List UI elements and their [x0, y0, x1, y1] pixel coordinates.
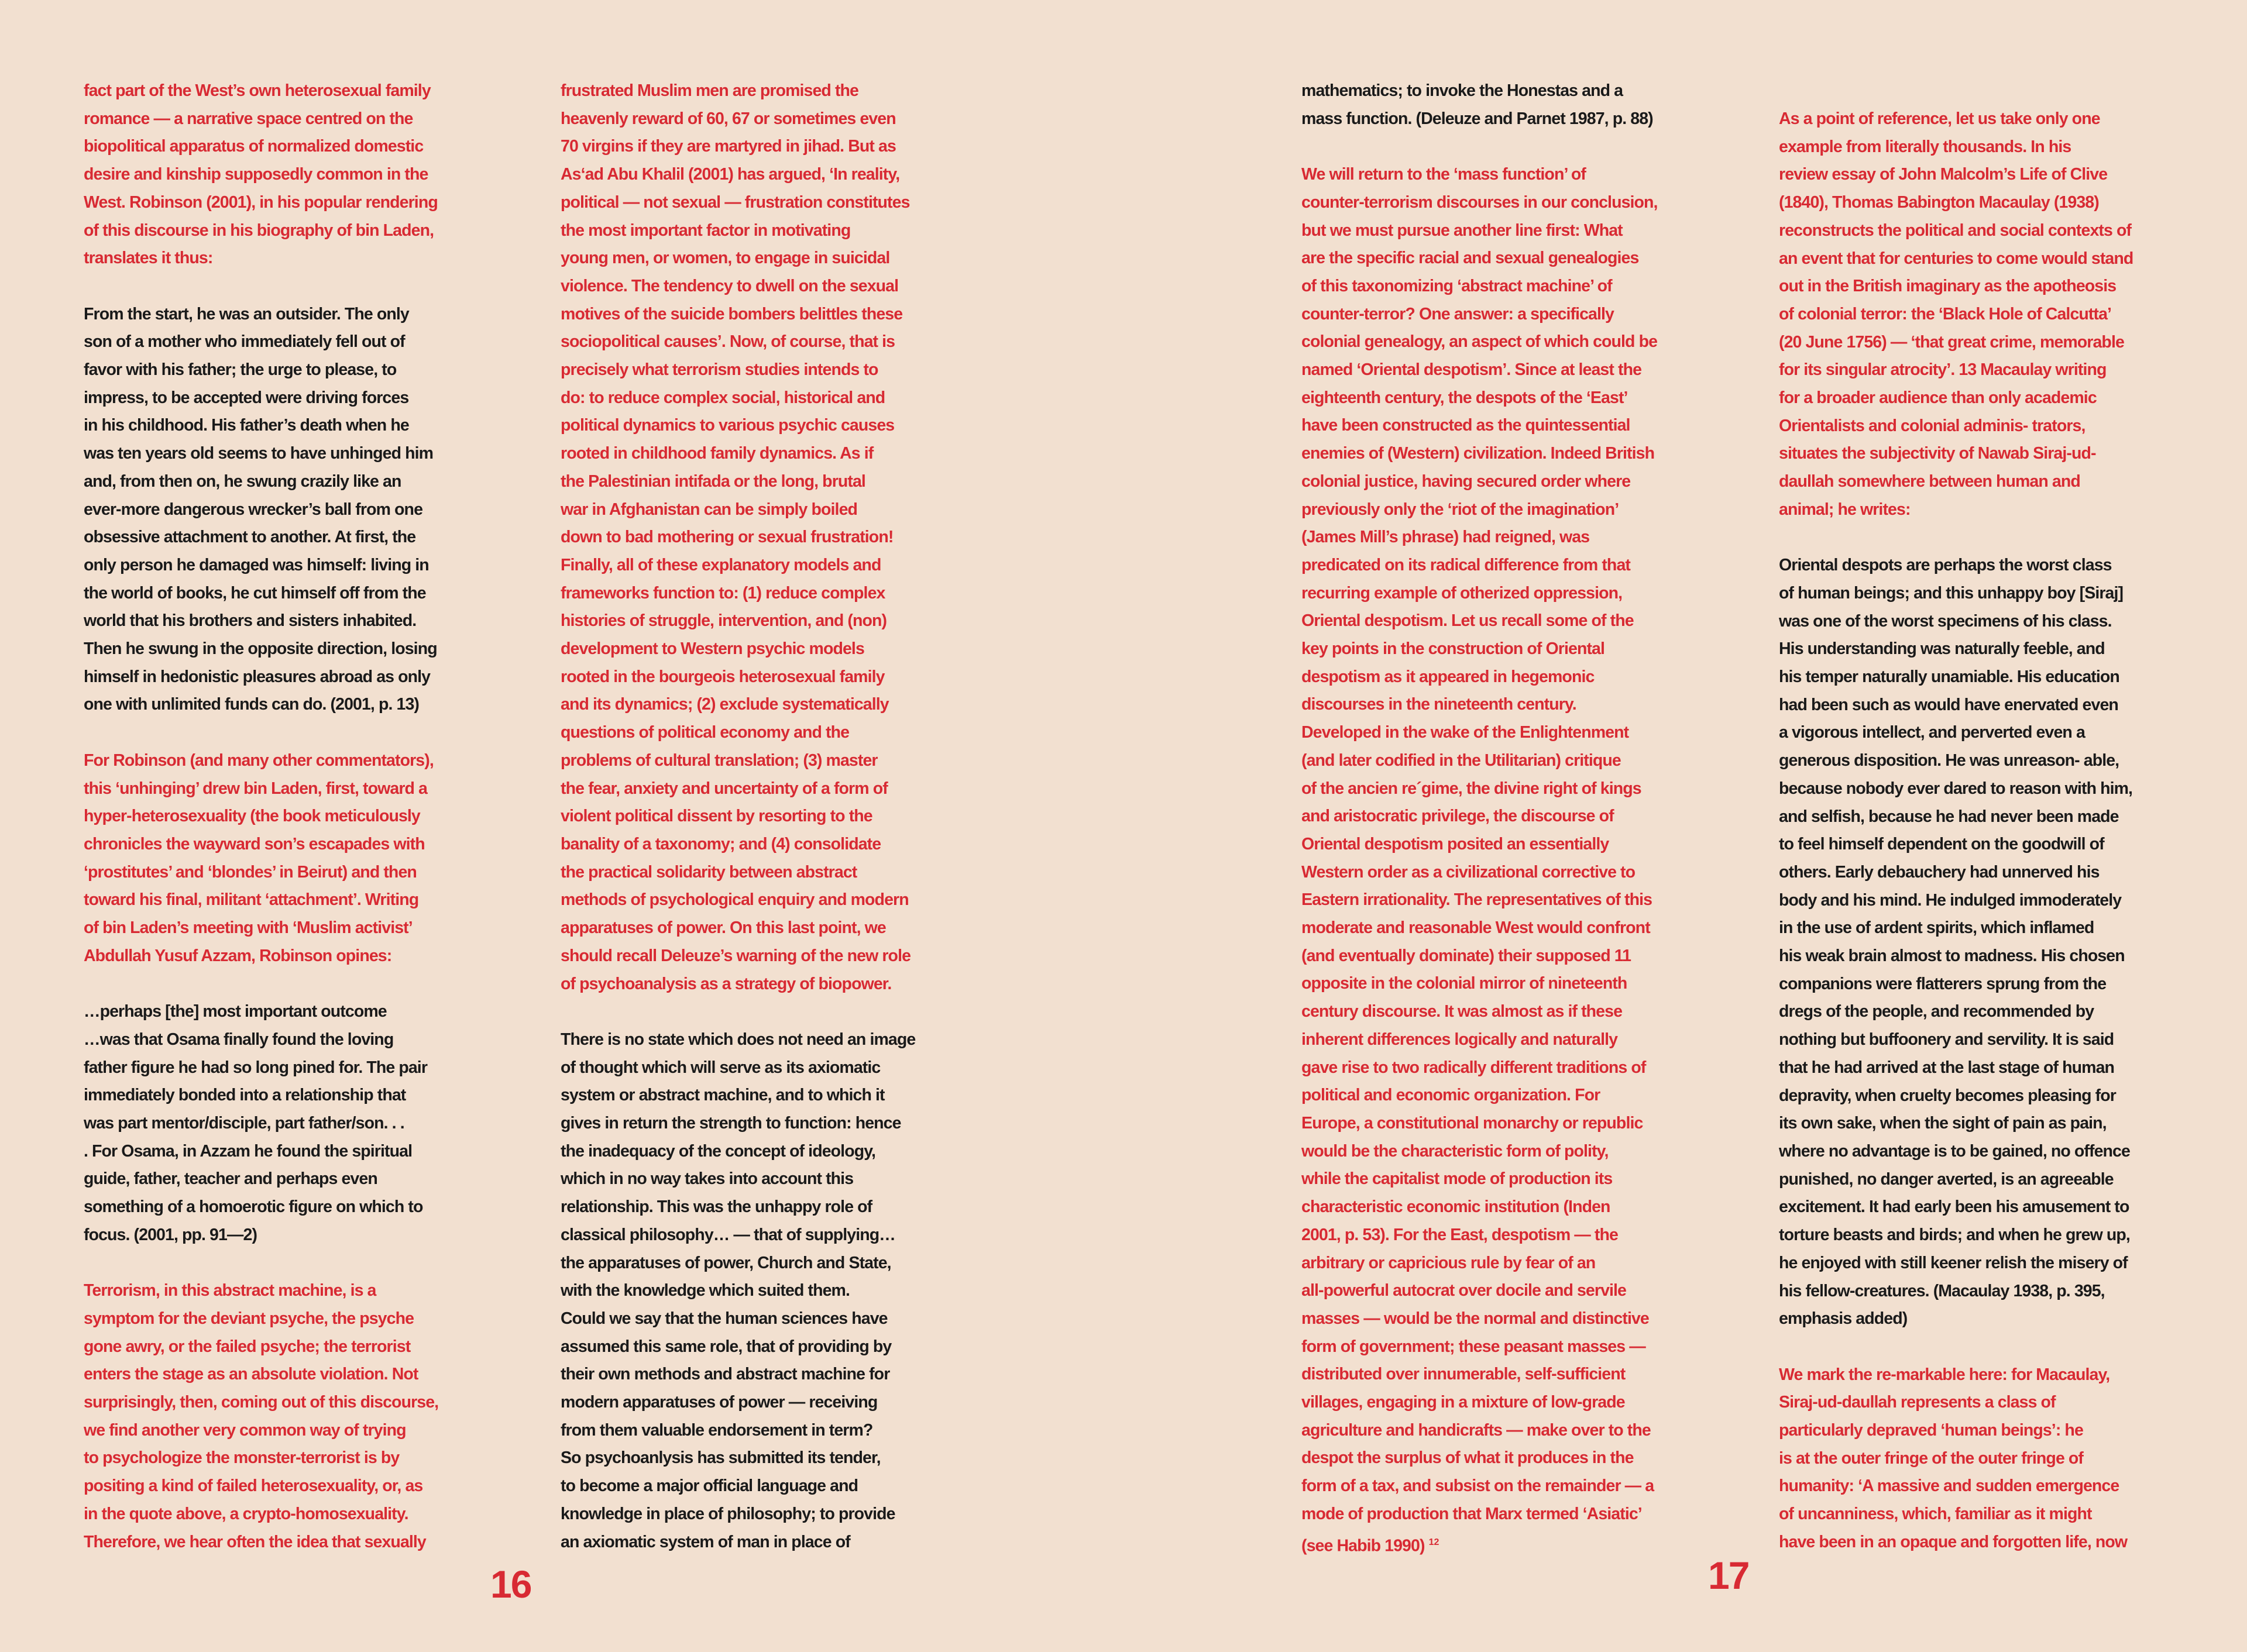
block-quote: From the start, he was an outsider. The only son of a mother who immediately fell out of favor with his father; the urge to please, to impress, to be accepted were driving forces in his childhood. His father’s death when he was ten years old seems to have unhinged him and, from then on, he swung crazily like an ever-more dangerous wrecker’s ball from one obsessive attachment to another. At first, the only person he damaged was himself: living in the world of books, he cut himself off from the world that his brothers and sisters inhabited. Then he swung in the opposite direction, losing himself in hedonistic pleasures abroad as only one with unlimited funds can do. (2001, p. 13): [84, 304, 437, 714]
paragraph: frustrated Muslim men are promised the heavenly reward of 60, 67 or sometimes even 70 virgins if they are martyred in jihad. But as As‘ad Abu Khalil (2001) has argued, ‘In reality, political — not sexual — frustration constitutes the most important factor in motivating young men, or women, to engage in suicidal violence. The tendency to dwell on the sexual motives of the suicide bombers belittles these sociopolitical causes’. Now, of course, that is precisely what terrorism studies intends to do: to reduce complex social, historical and political dynamics to various psychic causes rooted in childhood family dynamics. As if the Palestinian intifada or the long, brutal war in Afghanistan can be simply boiled down to bad mothering or sexual frustration! Finally, all of these explanatory models and frameworks function to: (1) reduce complex histories of struggle, intervention, and (non) development to Western psychic models rooted in the bourgeois heterosexual family and its dynamics; (2) exclude systematically questions of political economy and the problems of cultural translation; (3) master the fear, anxiety and uncertainty of a form of violent political dissent by resorting to the banality of a taxonomy; and (4) consolidate the practical solidarity between abstract methods of psychological enquiry and modern apparatuses of power. On this last point, we should recall Deleuze’s warning of the new role of psychoanalysis as a strategy of biopower.: [561, 81, 911, 993]
block-quote: …perhaps [the] most important outcome …was that Osama finally found the loving father figure he had so long pined for. The pair immediately bonded into a relationship that was part mentor/disciple, part father/son. . . . For Osama, in Azzam he found the spiritual guide, father, teacher and perhaps even something of a homoerotic figure on which to focus. (2001, pp. 91—2): [84, 1002, 428, 1244]
left-page-column-1: [84, 77, 482, 1556]
paragraph: [1301, 161, 1699, 1560]
paragraph: fact part of the West’s own heterosexual family romance — a narrative space centred on the biopolitical apparatus of normalized domestic desire and kinship supposedly common in the West. Robinson (2001), in his popular rendering of this discourse in his biography of bin Laden, translates it thus:: [84, 81, 438, 268]
footnote-marker[interactable]: 12: [1428, 1537, 1439, 1547]
left-page-column-2: [561, 77, 958, 1556]
page-number-left: 16: [490, 1562, 531, 1606]
right-page-column-2: [1779, 105, 2177, 1557]
paragraph-text: We will return to the ‘mass function’ of counter-terrorism discourses in our conclusion, but we must pursue another line first: What are the specific racial and sexual genealogies of this taxonomizing ‘abstract machine’ of counter-terror? One answer: a specifically colonial genealogy, an aspect of which could be named ‘Oriental despotism’. Since at least the eighteenth century, the despots of the ‘East’ have been constructed as the quintessential enemies of (Western) civilization. Indeed British colonial justice, having secured order where previously only the ‘riot of the imagination’ (James Mill’s phrase) had reigned, was predicated on its radical difference from that recurring example of otherized oppression, Oriental despotism. Let us recall some of the key points in the construction of Oriental despotism as it appeared in hegemonic discourses in the nineteenth century. Developed in the wake of the Enlightenment (and later codified in the Utilitarian) critique of the ancien re´gime, the divine right of kings and aristocratic privilege, the discourse of Oriental despotism posited an essentially Western order as a civilizational corrective to Eastern irrationality. The representatives of this moderate and reasonable West would confront (and eventually dominate) their supposed 11 opposite in the colonial mirror of nineteenth century discourse. It was almost as if these inherent differences logically and naturally gave rise to two radically different traditions of political and economic organization. For Europe, a constitutional monarchy or republic would be the characteristic form of polity, while the capitalist mode of production its characteristic economic institution (Inden 2001, p. 53). For the East, despotism — the arbitrary or capricious rule by fear of an all-powerful autocrat over docile and servile masses — would be the normal and distinctive form of government; these peasant masses — distributed over innumerable, self-sufficient villages, engaging in a mixture of low-grade agriculture and handicrafts — make over to the despot the surplus of what it produces in the form of a tax, and subsist on the remainder — a mode of production that Marx termed ‘Asiatic’ (see Habib 1990): [1301, 165, 1658, 1555]
paragraph: For Robinson (and many other commentators), this ‘unhinging’ drew bin Laden, first, toward a hyper-heterosexuality (the book meticulously chronicles the wayward son’s escapades with ‘prostitutes’ and ‘blondes’ in Beirut) and then toward his final, militant ‘attachment’. Writing of bin Laden’s meeting with ‘Muslim activist’ Abdullah Yusuf Azzam, Robinson opines:: [84, 751, 434, 965]
paragraph: We mark the re-markable here: for Macaulay, Siraj-ud-daullah represents a class of particularly depraved ‘human beings’: he is at the outer fringe of the outer fringe of humanity: ‘A massive and sudden emergence of uncanniness, which, familiar as it might have been in an opaque and forgotten life, now: [1779, 1365, 2128, 1551]
block-quote: mathematics; to invoke the Honestas and a mass function. (Deleuze and Parnet 1987, p. 88): [1301, 81, 1653, 128]
paragraph: As a point of reference, let us take only one example from literally thousands. In his review essay of John Malcolm’s Life of Clive (1840), Thomas Babington Macaulay (1938) reconstructs the political and social contexts of an event that for centuries to come would stand out in the British imaginary as the apotheosis of colonial terror: the ‘Black Hole of Calcutta’ (20 June 1756) — ‘that great crime, memorable for its singular atrocity’. 13 Macaulay writing for a broader audience than only academic Orientalists and colonial adminis- trators, situates the subjectivity of Nawab Siraj-ud- daullah somewhere between human and animal; he writes:: [1779, 109, 2133, 519]
paragraph: Terrorism, in this abstract machine, is a symptom for the deviant psyche, the psyche gone awry, or the failed psyche; the terrorist enters the stage as an absolute violation. Not surprisingly, then, coming out of this discourse, we find another very common way of trying to psychologize the monster-terrorist is by positing a kind of failed heterosexuality, or, as in the quote above, a crypto-homosexuality. Therefore, we hear often the idea that sexually: [84, 1281, 439, 1551]
page-number-right: 17: [1708, 1554, 1749, 1597]
block-quote: Oriental despots are perhaps the worst class of human beings; and this unhappy boy [Siraj] was one of the worst specimens of his class. His understanding was naturally feeble, and his temper naturally unamiable. His education had been such as would have enervated even a vigorous intellect, and perverted even a generous disposition. He was unreason- able, because nobody ever dared to reason with him, and selfish, because he had never been made to feel himself dependent on the goodwill of others. Early debauchery had unnerved his body and his mind. He indulged immoderately in the use of ardent spirits, which inflamed his weak brain almost to madness. His chosen companions were flatterers sprung from the dregs of the people, and recommended by nothing but buffoonery and servility. It is said that he had arrived at the last stage of human depravity, when cruelty becomes pleasing for its own sake, when the sight of pain as pain, where no advantage is to be gained, no offence punished, no danger averted, is an agreeable excitement. It had early been his amusement to torture beasts and birds; and when he grew up, he enjoyed with still keener relish the misery of his fellow-creatures. (Macaulay 1938, p. 395, emphasis added): [1779, 556, 2133, 1329]
block-quote: There is no state which does not need an image of thought which will serve as its axiomatic system or abstract machine, and to which it gives in return the strength to function: hence the inadequacy of the concept of ideology, which in no way takes into account this relationship. This was the unhappy role of classical philosophy… — that of supplying… the apparatuses of power, Church and State, with the knowledge which suited them. Could we say that the human sciences have assumed this same role, that of providing by their own methods and abstract machine for modern apparatuses of power — receiving from them valuable endorsement in term? So psychoanlysis has submitted its tender, to become a major official language and knowledge in place of philosophy; to provide an axiomatic system of man in place of: [561, 1030, 916, 1551]
right-page-column-1: [1301, 77, 1699, 1560]
